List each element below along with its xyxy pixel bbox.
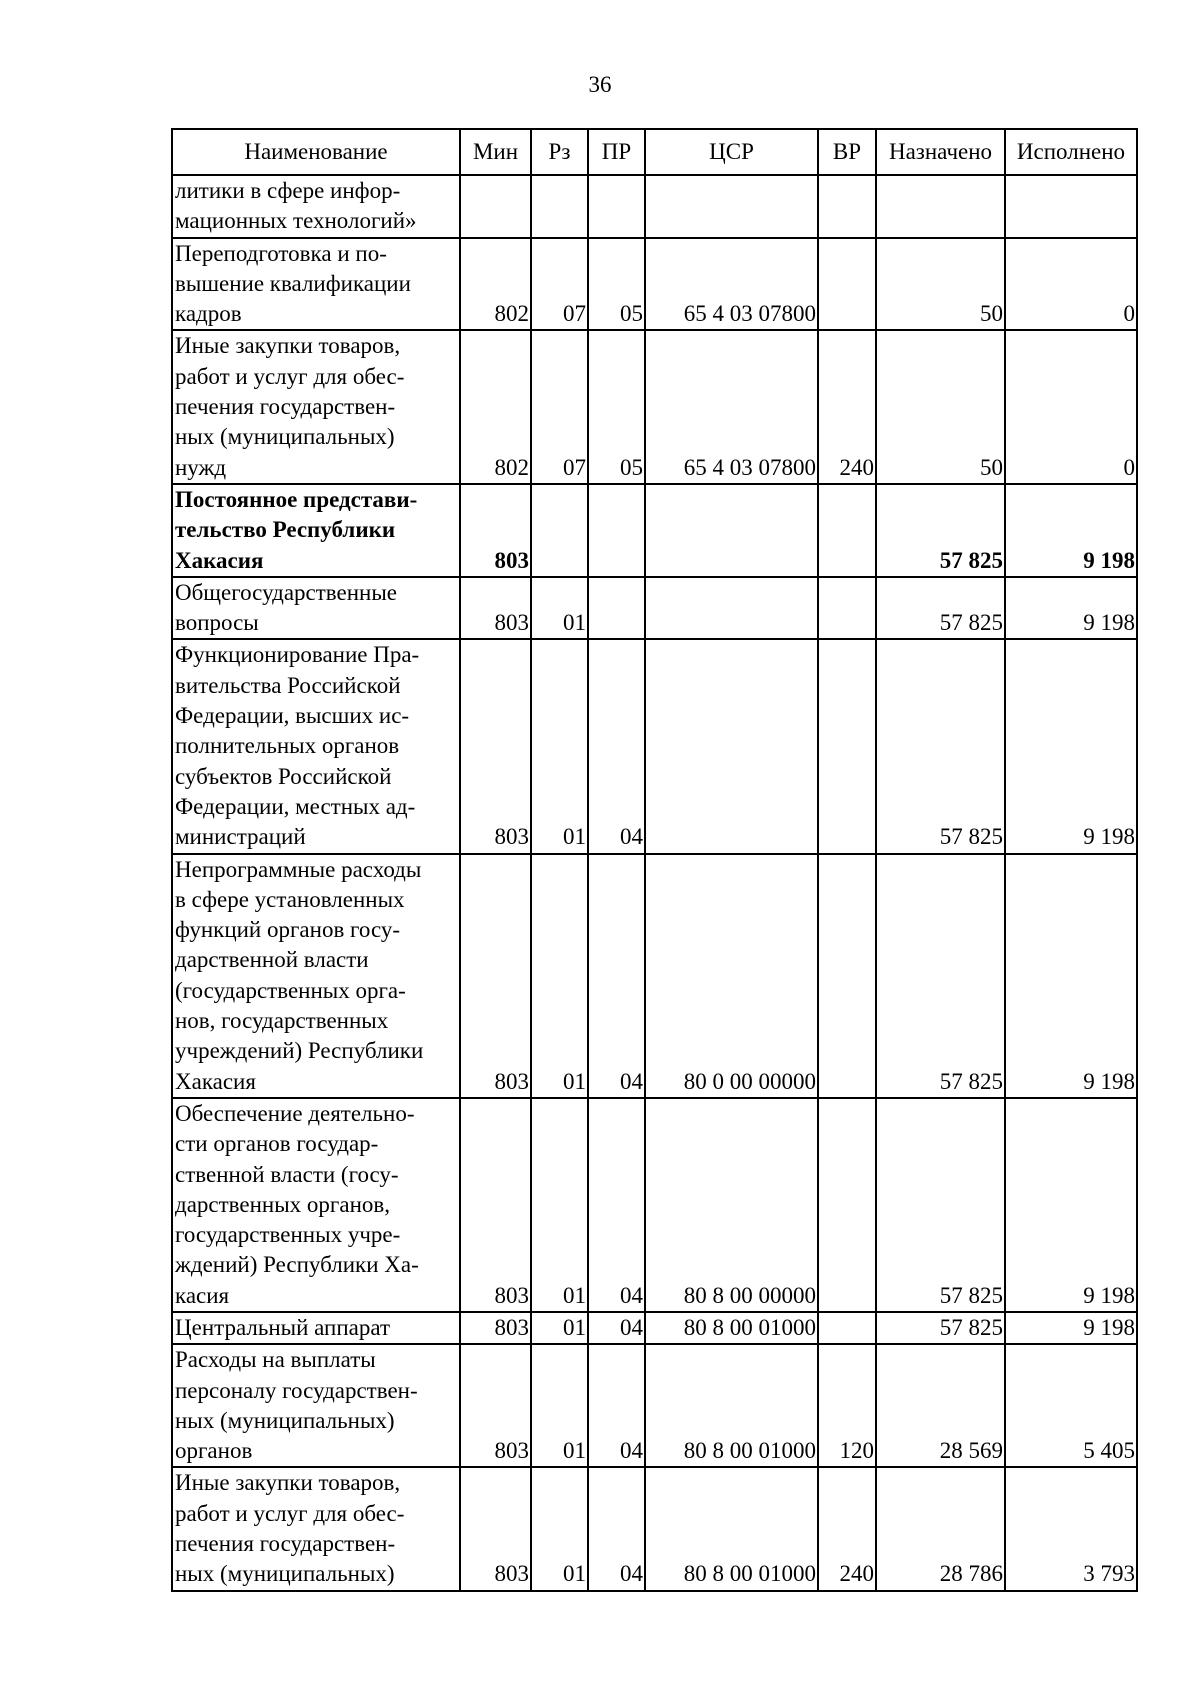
header-assigned: Назначено bbox=[876, 129, 1005, 175]
table-body bbox=[172, 175, 1137, 1591]
cell-executed: 3 793 bbox=[1005, 1467, 1137, 1590]
cell-min: 802 bbox=[460, 330, 531, 483]
cell-rz: 01 bbox=[531, 1467, 588, 1590]
cell-csr bbox=[645, 577, 818, 640]
header-row bbox=[172, 129, 1137, 175]
cell-name: литики в сфере инфор- мационных технологий» bbox=[172, 175, 460, 238]
cell-vr bbox=[818, 484, 876, 577]
cell-assigned: 57 825 bbox=[876, 854, 1005, 1098]
cell-pr: 04 bbox=[588, 1344, 645, 1467]
cell-min bbox=[460, 175, 531, 238]
cell-executed: 9 198 bbox=[1005, 639, 1137, 853]
header-executed: Исполнено bbox=[1005, 129, 1137, 175]
cell-rz: 01 bbox=[531, 577, 588, 640]
header-pr: ПР bbox=[588, 129, 645, 175]
cell-vr bbox=[818, 577, 876, 640]
cell-rz: 01 bbox=[531, 639, 588, 853]
cell-assigned: 50 bbox=[876, 238, 1005, 331]
cell-pr bbox=[588, 577, 645, 640]
cell-pr: 05 bbox=[588, 330, 645, 483]
table-row bbox=[172, 577, 1137, 640]
cell-min: 803 bbox=[460, 1467, 531, 1590]
cell-rz: 01 bbox=[531, 1098, 588, 1312]
cell-name: Непрограммные расходы в сфере установленных функций органов госу- дарственной власти (государственных орга- нов, государственных учреждений) Республики Хакасия bbox=[172, 854, 460, 1098]
cell-vr bbox=[818, 1098, 876, 1312]
cell-assigned: 50 bbox=[876, 330, 1005, 483]
cell-assigned: 57 825 bbox=[876, 639, 1005, 853]
cell-executed: 9 198 bbox=[1005, 484, 1137, 577]
cell-csr: 65 4 03 07800 bbox=[645, 330, 818, 483]
cell-csr: 80 8 00 01000 bbox=[645, 1344, 818, 1467]
cell-vr bbox=[818, 1312, 876, 1344]
cell-vr: 120 bbox=[818, 1344, 876, 1467]
cell-rz bbox=[531, 484, 588, 577]
cell-pr: 05 bbox=[588, 238, 645, 331]
cell-csr: 80 8 00 01000 bbox=[645, 1467, 818, 1590]
header-name: Наименование bbox=[172, 129, 460, 175]
cell-csr: 65 4 03 07800 bbox=[645, 238, 818, 331]
cell-assigned: 57 825 bbox=[876, 1312, 1005, 1344]
table-row bbox=[172, 1344, 1137, 1467]
cell-rz bbox=[531, 175, 588, 238]
cell-vr bbox=[818, 175, 876, 238]
cell-csr: 80 8 00 01000 bbox=[645, 1312, 818, 1344]
header-vr: ВР bbox=[818, 129, 876, 175]
cell-csr bbox=[645, 639, 818, 853]
cell-name: Переподготовка и по- вышение квалификации кадров bbox=[172, 238, 460, 331]
cell-assigned: 28 569 bbox=[876, 1344, 1005, 1467]
cell-min: 803 bbox=[460, 484, 531, 577]
table-row bbox=[172, 1098, 1137, 1312]
cell-name: Центральный аппарат bbox=[172, 1312, 460, 1344]
cell-name: Обеспечение деятельно- сти органов государ- ственной власти (госу- дарственных органов, государственных учре- ждений) Республики Ха- касия bbox=[172, 1098, 460, 1312]
table-row bbox=[172, 484, 1137, 577]
cell-executed: 0 bbox=[1005, 238, 1137, 331]
cell-pr: 04 bbox=[588, 1467, 645, 1590]
cell-executed: 0 bbox=[1005, 330, 1137, 483]
cell-executed: 9 198 bbox=[1005, 577, 1137, 640]
table-row bbox=[172, 238, 1137, 331]
header-min: Мин bbox=[460, 129, 531, 175]
cell-min: 802 bbox=[460, 238, 531, 331]
cell-vr: 240 bbox=[818, 330, 876, 483]
cell-min: 803 bbox=[460, 854, 531, 1098]
cell-pr: 04 bbox=[588, 854, 645, 1098]
cell-min: 803 bbox=[460, 639, 531, 853]
cell-pr bbox=[588, 175, 645, 238]
cell-executed: 9 198 bbox=[1005, 854, 1137, 1098]
table-row bbox=[172, 1312, 1137, 1344]
table-row bbox=[172, 330, 1137, 483]
table-row bbox=[172, 639, 1137, 853]
cell-name: Расходы на выплаты персоналу государствен- ных (муниципальных) органов bbox=[172, 1344, 460, 1467]
cell-min: 803 bbox=[460, 577, 531, 640]
cell-csr bbox=[645, 484, 818, 577]
cell-vr: 240 bbox=[818, 1467, 876, 1590]
cell-assigned: 28 786 bbox=[876, 1467, 1005, 1590]
header-csr: ЦСР bbox=[645, 129, 818, 175]
cell-name: Общегосударственные вопросы bbox=[172, 577, 460, 640]
cell-executed bbox=[1005, 175, 1137, 238]
cell-rz: 07 bbox=[531, 330, 588, 483]
cell-name: Иные закупки товаров, работ и услуг для обес- печения государствен- ных (муниципальных) нужд bbox=[172, 330, 460, 483]
cell-name: Функционирование Пра- вительства Российской Федерации, высших ис- полнительных органов субъектов Российской Федерации, местных ад- министраций bbox=[172, 639, 460, 853]
cell-pr: 04 bbox=[588, 639, 645, 853]
cell-assigned: 57 825 bbox=[876, 484, 1005, 577]
table-row bbox=[172, 175, 1137, 238]
cell-min: 803 bbox=[460, 1344, 531, 1467]
cell-executed: 5 405 bbox=[1005, 1344, 1137, 1467]
table-row bbox=[172, 1467, 1137, 1590]
cell-rz: 01 bbox=[531, 1344, 588, 1467]
cell-pr bbox=[588, 484, 645, 577]
cell-min: 803 bbox=[460, 1312, 531, 1344]
cell-min: 803 bbox=[460, 1098, 531, 1312]
table-row bbox=[172, 854, 1137, 1098]
cell-name: Постоянное представи- тельство Республики Хакасия bbox=[172, 484, 460, 577]
cell-assigned: 57 825 bbox=[876, 1098, 1005, 1312]
cell-vr bbox=[818, 854, 876, 1098]
cell-csr bbox=[645, 175, 818, 238]
cell-executed: 9 198 bbox=[1005, 1098, 1137, 1312]
cell-executed: 9 198 bbox=[1005, 1312, 1137, 1344]
cell-csr: 80 0 00 00000 bbox=[645, 854, 818, 1098]
cell-assigned: 57 825 bbox=[876, 577, 1005, 640]
cell-pr: 04 bbox=[588, 1312, 645, 1344]
header-rz: Рз bbox=[531, 129, 588, 175]
cell-rz: 07 bbox=[531, 238, 588, 331]
budget-table bbox=[171, 128, 1138, 1592]
cell-csr: 80 8 00 00000 bbox=[645, 1098, 818, 1312]
cell-pr: 04 bbox=[588, 1098, 645, 1312]
cell-assigned bbox=[876, 175, 1005, 238]
cell-rz: 01 bbox=[531, 854, 588, 1098]
cell-rz: 01 bbox=[531, 1312, 588, 1344]
page-number: 36 bbox=[588, 72, 612, 97]
cell-name: Иные закупки товаров, работ и услуг для обес- печения государствен- ных (муниципальных) bbox=[172, 1467, 460, 1590]
cell-vr bbox=[818, 639, 876, 853]
cell-vr bbox=[818, 238, 876, 331]
